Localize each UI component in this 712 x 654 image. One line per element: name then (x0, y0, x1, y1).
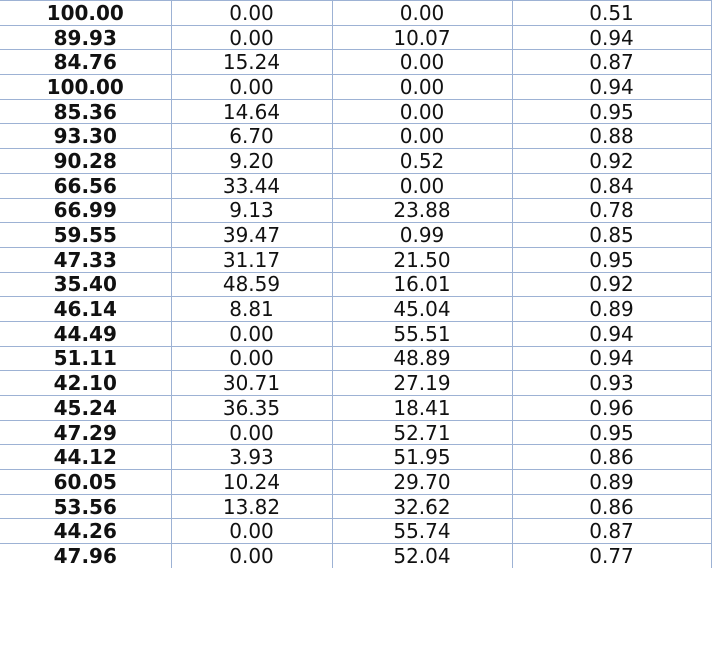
table-cell-col-2: 36.35 (171, 396, 332, 421)
table-cell-col-2: 13.82 (171, 494, 332, 519)
table-cell-col-3: 27.19 (332, 371, 512, 396)
table-row (0, 247, 711, 272)
table-row (0, 223, 711, 248)
table-cell-col-1: 90.28 (0, 149, 171, 174)
table-cell-col-1: 60.05 (0, 470, 171, 495)
table-body (0, 1, 711, 568)
table-cell-col-1: 51.11 (0, 346, 171, 371)
table-cell-col-4: 0.95 (512, 420, 711, 445)
table-cell-col-3: 0.00 (332, 99, 512, 124)
table-cell-col-2: 0.00 (171, 75, 332, 100)
table-cell-col-3: 48.89 (332, 346, 512, 371)
table-row (0, 321, 711, 346)
table-cell-col-2: 8.81 (171, 297, 332, 322)
table-cell-col-3: 21.50 (332, 247, 512, 272)
table-cell-col-2: 9.13 (171, 198, 332, 223)
table-cell-col-1: 44.12 (0, 445, 171, 470)
table-cell-col-4: 0.94 (512, 321, 711, 346)
table-row (0, 470, 711, 495)
table-cell-col-2: 0.00 (171, 519, 332, 544)
table-cell-col-2: 6.70 (171, 124, 332, 149)
table-cell-col-2: 0.00 (171, 346, 332, 371)
table-cell-col-2: 3.93 (171, 445, 332, 470)
table-cell-col-3: 0.52 (332, 149, 512, 174)
table-row (0, 346, 711, 371)
table-cell-col-1: 35.40 (0, 272, 171, 297)
table-cell-col-1: 59.55 (0, 223, 171, 248)
table-cell-col-1: 47.33 (0, 247, 171, 272)
table-cell-col-4: 0.96 (512, 396, 711, 421)
table-cell-col-1: 84.76 (0, 50, 171, 75)
table-cell-col-3: 45.04 (332, 297, 512, 322)
table-cell-col-1: 85.36 (0, 99, 171, 124)
table-cell-col-4: 0.85 (512, 223, 711, 248)
table-cell-col-1: 44.49 (0, 321, 171, 346)
table-cell-col-3: 0.00 (332, 173, 512, 198)
table-cell-col-2: 0.00 (171, 1, 332, 26)
table-cell-col-4: 0.86 (512, 494, 711, 519)
table-cell-col-4: 0.89 (512, 470, 711, 495)
table-cell-col-3: 0.00 (332, 50, 512, 75)
table-row (0, 297, 711, 322)
table-cell-col-1: 45.24 (0, 396, 171, 421)
table-row (0, 1, 711, 26)
table-cell-col-4: 0.94 (512, 75, 711, 100)
table-cell-col-4: 0.87 (512, 519, 711, 544)
table-cell-col-3: 55.51 (332, 321, 512, 346)
table-cell-col-3: 32.62 (332, 494, 512, 519)
table-cell-col-1: 47.96 (0, 544, 171, 568)
table-cell-col-2: 0.00 (171, 25, 332, 50)
table-row (0, 544, 711, 568)
table-row (0, 494, 711, 519)
table-cell-col-1: 44.26 (0, 519, 171, 544)
table-cell-col-3: 29.70 (332, 470, 512, 495)
table-cell-col-4: 0.84 (512, 173, 711, 198)
table-row (0, 445, 711, 470)
table-cell-col-4: 0.93 (512, 371, 711, 396)
table-cell-col-2: 0.00 (171, 420, 332, 445)
table-cell-col-3: 0.00 (332, 124, 512, 149)
table-cell-col-3: 55.74 (332, 519, 512, 544)
table-cell-col-3: 18.41 (332, 396, 512, 421)
table-cell-col-3: 0.00 (332, 1, 512, 26)
table-cell-col-4: 0.95 (512, 247, 711, 272)
table-cell-col-3: 51.95 (332, 445, 512, 470)
table-cell-col-3: 10.07 (332, 25, 512, 50)
table-row (0, 50, 711, 75)
table-row (0, 371, 711, 396)
table-row (0, 272, 711, 297)
table-cell-col-4: 0.92 (512, 272, 711, 297)
table-row (0, 124, 711, 149)
table-cell-col-2: 33.44 (171, 173, 332, 198)
table-row (0, 149, 711, 174)
table-cell-col-3: 23.88 (332, 198, 512, 223)
table-row (0, 99, 711, 124)
table-cell-col-3: 16.01 (332, 272, 512, 297)
table-cell-col-4: 0.51 (512, 1, 711, 26)
table-cell-col-1: 89.93 (0, 25, 171, 50)
table-row (0, 420, 711, 445)
table-cell-col-4: 0.94 (512, 346, 711, 371)
table-cell-col-2: 39.47 (171, 223, 332, 248)
table-cell-col-1: 66.99 (0, 198, 171, 223)
table-cell-col-1: 53.56 (0, 494, 171, 519)
table-cell-col-4: 0.92 (512, 149, 711, 174)
table-cell-col-3: 0.00 (332, 75, 512, 100)
table-cell-col-2: 30.71 (171, 371, 332, 396)
table-cell-col-2: 10.24 (171, 470, 332, 495)
table-row (0, 396, 711, 421)
table-cell-col-4: 0.86 (512, 445, 711, 470)
table-cell-col-4: 0.94 (512, 25, 711, 50)
table-row (0, 198, 711, 223)
table-row (0, 25, 711, 50)
table-cell-col-4: 0.87 (512, 50, 711, 75)
table-cell-col-1: 66.56 (0, 173, 171, 198)
table-cell-col-4: 0.77 (512, 544, 711, 568)
table-cell-col-3: 0.99 (332, 223, 512, 248)
table-cell-col-4: 0.88 (512, 124, 711, 149)
table-cell-col-1: 93.30 (0, 124, 171, 149)
table-cell-col-2: 14.64 (171, 99, 332, 124)
table-cell-col-4: 0.78 (512, 198, 711, 223)
table-row (0, 519, 711, 544)
table-cell-col-4: 0.89 (512, 297, 711, 322)
table-cell-col-1: 46.14 (0, 297, 171, 322)
table-cell-col-2: 48.59 (171, 272, 332, 297)
table-cell-col-4: 0.95 (512, 99, 711, 124)
table-cell-col-2: 0.00 (171, 321, 332, 346)
table-cell-col-1: 100.00 (0, 1, 171, 26)
table-cell-col-2: 15.24 (171, 50, 332, 75)
table-cell-col-2: 9.20 (171, 149, 332, 174)
table-cell-col-3: 52.04 (332, 544, 512, 568)
table-cell-col-2: 31.17 (171, 247, 332, 272)
table-cell-col-3: 52.71 (332, 420, 512, 445)
table-cell-col-2: 0.00 (171, 544, 332, 568)
table-cell-col-1: 100.00 (0, 75, 171, 100)
table-cell-col-1: 47.29 (0, 420, 171, 445)
table-row (0, 173, 711, 198)
table-cell-col-1: 42.10 (0, 371, 171, 396)
table-row (0, 75, 711, 100)
